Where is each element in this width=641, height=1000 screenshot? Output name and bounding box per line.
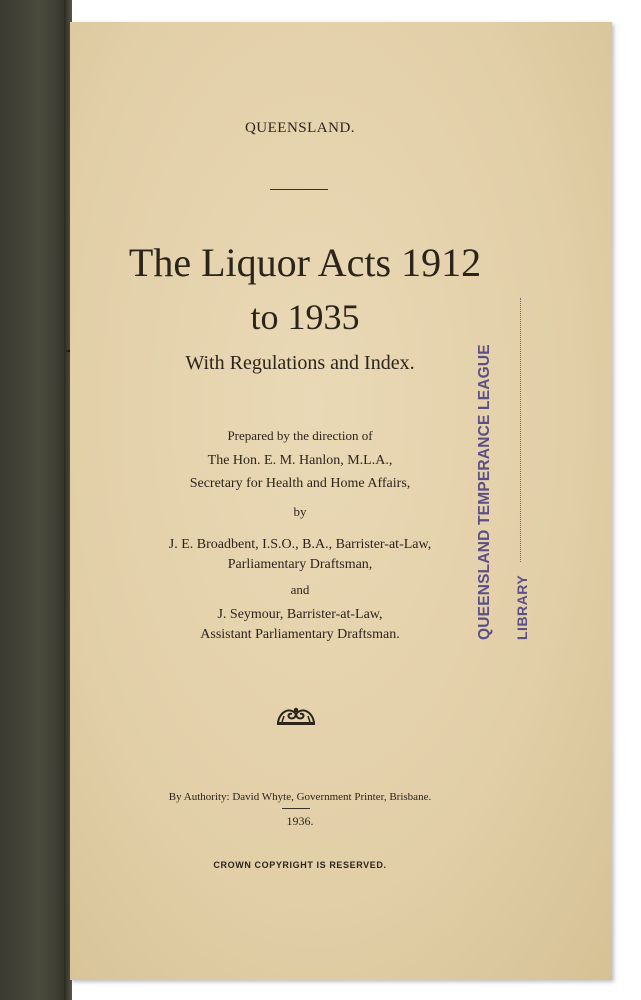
author-2-name: J. Seymour, Barrister-at-Law, [217, 607, 383, 622]
copyright-notice: CROWN COPYRIGHT IS RESERVED. [213, 860, 387, 870]
printer-ornament-icon [274, 702, 318, 728]
book-spine [0, 0, 72, 1000]
library-stamp-dotted-line [520, 298, 521, 562]
subtitle: With Regulations and Index. [185, 352, 415, 374]
publication-year: 1936. [286, 814, 314, 828]
title-page [70, 22, 612, 980]
official-title: Secretary for Health and Home Affairs, [189, 476, 411, 491]
author-2-title: Assistant Parliamentary Draftsman. [200, 627, 400, 642]
state-heading: QUEENSLAND. [244, 120, 356, 136]
printer-credit: By Authority: David Whyte, Government Printer, Brisbane. [168, 791, 432, 803]
title-line-2: to 1935 [250, 297, 360, 337]
library-stamp-organization: QUEENSLAND TEMPERANCE LEAGUE [476, 344, 493, 640]
author-1-name: J. E. Broadbent, I.S.O., B.A., Barrister-at-Law, [168, 537, 432, 552]
prepared-by-intro: Prepared by the direction of [227, 428, 373, 443]
and-line: and [290, 582, 310, 597]
title-line-1: The Liquor Acts 1912 [128, 240, 482, 285]
year-rule [282, 808, 310, 809]
official-name: The Hon. E. M. Hanlon, M.L.A., [207, 453, 393, 468]
author-1-title: Parliamentary Draftsman, [227, 557, 373, 572]
heading-rule [270, 189, 328, 190]
library-stamp-label: LIBRARY [514, 574, 530, 640]
by-line: by [293, 504, 307, 519]
